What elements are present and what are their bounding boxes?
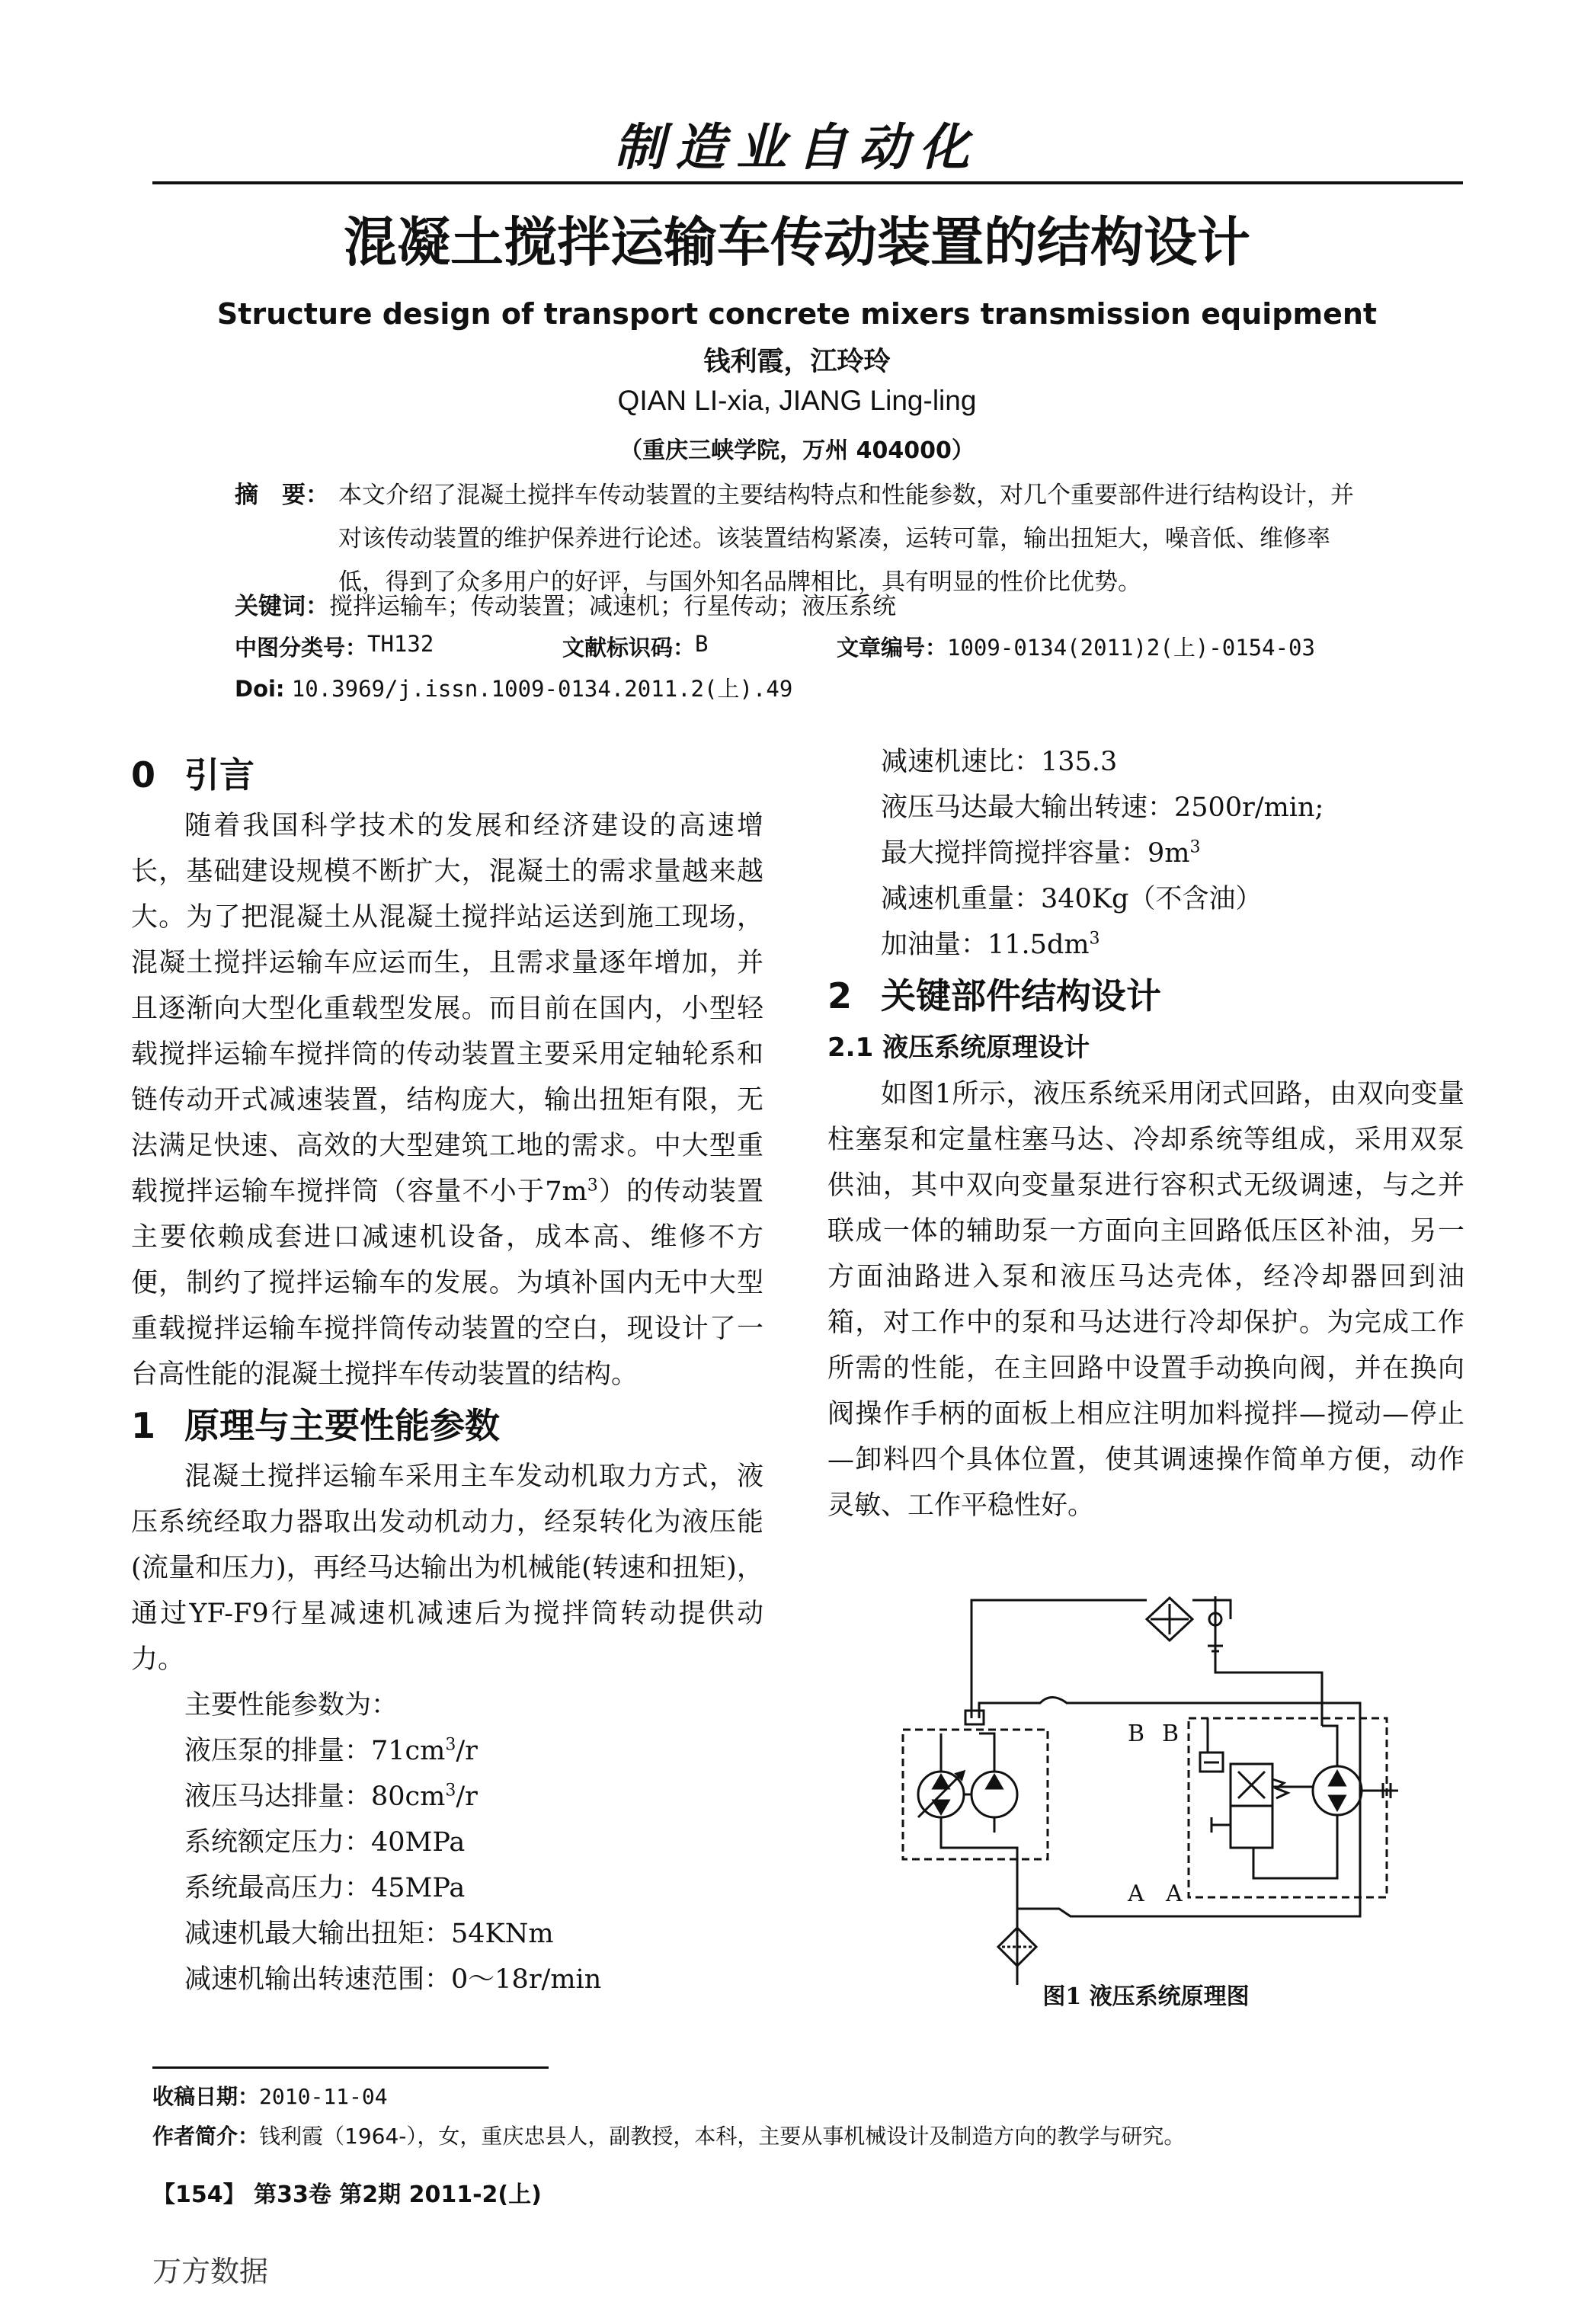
param-torque: 减速机最大输出扭矩：54KNm [184, 1919, 554, 1949]
page-info: 【154】 第33卷 第2期 2011-2(上) [152, 2182, 542, 2208]
section-2-1-heading: 2.1 液压系统原理设计 [827, 1032, 1090, 1063]
right-column [827, 739, 1464, 1529]
affiliation: （重庆三峡学院，万州 404000） [619, 437, 975, 464]
authors-cn: 钱利霞，江玲玲 [703, 347, 891, 377]
param-max-pressure: 系统最高压力：45MPa [184, 1873, 466, 1903]
footnote-rule [152, 2066, 549, 2069]
authors-en: QIAN LI-xia, JIANG Ling-ling [617, 385, 977, 416]
doi-label: Doi: [235, 676, 285, 702]
keywords-text: 搅拌运输车；传动装置；减速机；行星传动；液压系统 [329, 593, 896, 620]
section-0-paragraph: 随着我国科学技术的发展和经济建设的高速增长，基础建设规模不断扩大，混凝土的需求量越来越大。为了把混凝土从混凝土搅拌站运送到施工现场，混凝土搅拌运输车应运而生，且需求量逐年增加，并且逐渐向大型化重载型发展。而目前在国内，小型轻载搅拌运输车搅拌筒的传动装置主要采用定轴轮系和链传动开式减速装置，结构庞大，输出扭矩有限，无法满足快速、高效的大型建筑工地的需求。中大型重载搅拌运输车搅拌筒（容量不小于$7m^3$）的传动装置主要依赖成套进口减速机设备，成本高、维修不方便，制约了搅拌运输车的发展。为填补国内无中大型重载搅拌运输车搅拌筒传动装置的空白，现设计了一台高性能的混凝土搅拌车传动装置的结构。 [131, 811, 763, 1390]
journal-title: 制造业自动化 [614, 117, 980, 177]
pump-housing [903, 1730, 1048, 1859]
figure-caption: 图1 液压系统原理图 [1042, 1983, 1250, 2010]
param-speed-range: 减速机输出转速范围：0～18r/min [184, 1964, 602, 1995]
param-motor: 液压马达排量：$80cm^3/r$ [184, 1781, 478, 1812]
param-motor-max-speed: 液压马达最大输出转速：2500r/min; [881, 792, 1324, 823]
param-oil: 加油量：$11.5dm^3$ [881, 929, 1100, 960]
bypass-valve-symbol [1208, 1596, 1223, 1651]
param-pump: 液压泵的排量：$71cm^3/r$ [184, 1735, 478, 1766]
aux-pump-symbol [964, 1772, 1017, 1817]
watermark-text: 万方数据 [152, 2255, 269, 2288]
params-intro: 主要性能参数为： [184, 1690, 398, 1721]
abstract [235, 474, 1370, 604]
cooler-symbol [1147, 1598, 1192, 1641]
doi [235, 672, 1454, 703]
article-no-value: 1009-0134(2011)2(上)-0154-03 [947, 635, 1315, 661]
keywords-label: 关键词： [235, 593, 329, 620]
section-1-paragraph: 混凝土搅拌运输车采用主车发动机取力方式，液压系统经取力器取出发动机动力，经泵转化为液压能(流量和压力)，再经马达输出为机械能(转速和扭矩)，通过YF-F9行星减速机减速后为搅拌筒转动提供动力。 [131, 1461, 763, 1675]
hydraulic-motor-symbol [1313, 1766, 1398, 1815]
relief-valve-symbol [1200, 1753, 1223, 1772]
abstract-label: 摘 要： [235, 482, 329, 509]
motor-housing [1189, 1718, 1387, 1897]
doc-code-value: B [695, 631, 709, 657]
section-2-1-paragraph: 如图1所示，液压系统采用闭式回路，由双向变量柱塞泵和定量柱塞马达、冷却系统等组成，采用双泵供油，其中双向变量泵进行容积式无级调速，与之并联成一体的辅助泵一方面向主回路低压区补油，另一方面油路进入泵和液压马达壳体，经冷却器回到油箱，对工作中的泵和马达进行冷却保护。为完成工作所需的性能，在主回路中设置手动换向阀，并在换向阀操作手柄的面板上相应注明加料搅拌—搅动—停止—卸料四个具体位置，使其调速操作简单方便，动作灵敏、工作平稳性好。 [827, 1079, 1464, 1521]
clc-label: 中图分类号： [235, 635, 368, 661]
hydraulic-schematic-figure [895, 1589, 1413, 1993]
article-title-cn: 混凝土搅拌运输车传动装置的结构设计 [344, 211, 1250, 274]
port-label-b1: B [1128, 1721, 1145, 1747]
abstract-text: 本文介绍了混凝土搅拌车传动装置的主要结构特点和性能参数，对几个重要部件进行结构设计，并对该传动装置的维护保养进行论述。该装置结构紧凑，运转可靠，输出扭矩大，噪音低、维修率低，得到了众多用户的好评，与国外知名品牌相比，具有明显的性价比优势。 [338, 482, 1354, 596]
section-0-heading: 0 引言 [131, 754, 254, 795]
param-rated-pressure: 系统额定压力：40MPa [184, 1827, 466, 1858]
article-no-label: 文章编号： [837, 635, 948, 661]
port-label-a2: A [1166, 1881, 1183, 1907]
port-marker [965, 1711, 984, 1724]
clc-value: TH132 [367, 631, 434, 657]
doi-value: 10.3969/j.issn.1009-0134.2011.2(上).49 [291, 676, 793, 702]
variable-pump-symbol [918, 1772, 964, 1817]
doc-code-label: 文献标识码： [562, 635, 696, 661]
left-column [131, 747, 763, 2002]
section-1-heading: 1 原理与主要性能参数 [131, 1405, 500, 1446]
header-rule [152, 181, 1463, 184]
directional-valve-symbol [1212, 1764, 1288, 1848]
keywords [235, 587, 1454, 621]
param-weight: 减速机重量：340Kg（不含油） [881, 884, 1263, 914]
port-label-b2: B [1162, 1721, 1179, 1747]
author-bio: 作者简介：钱利霞（1964-），女，重庆忠县人，副教授，本科，主要从事机械设计及制造方向的教学与研究。 [152, 2124, 1186, 2149]
section-2-heading: 2 关键部件结构设计 [827, 975, 1161, 1016]
param-ratio: 减速机速比：135.3 [881, 747, 1118, 777]
param-capacity: 最大搅拌筒搅拌容量：$9m^3$ [881, 837, 1201, 869]
article-title-en: Structure design of transport concrete mixers transmission equipment [216, 297, 1378, 331]
port-label-a1: A [1128, 1881, 1144, 1907]
received-date: 收稿日期：2010-11-04 [152, 2084, 388, 2109]
